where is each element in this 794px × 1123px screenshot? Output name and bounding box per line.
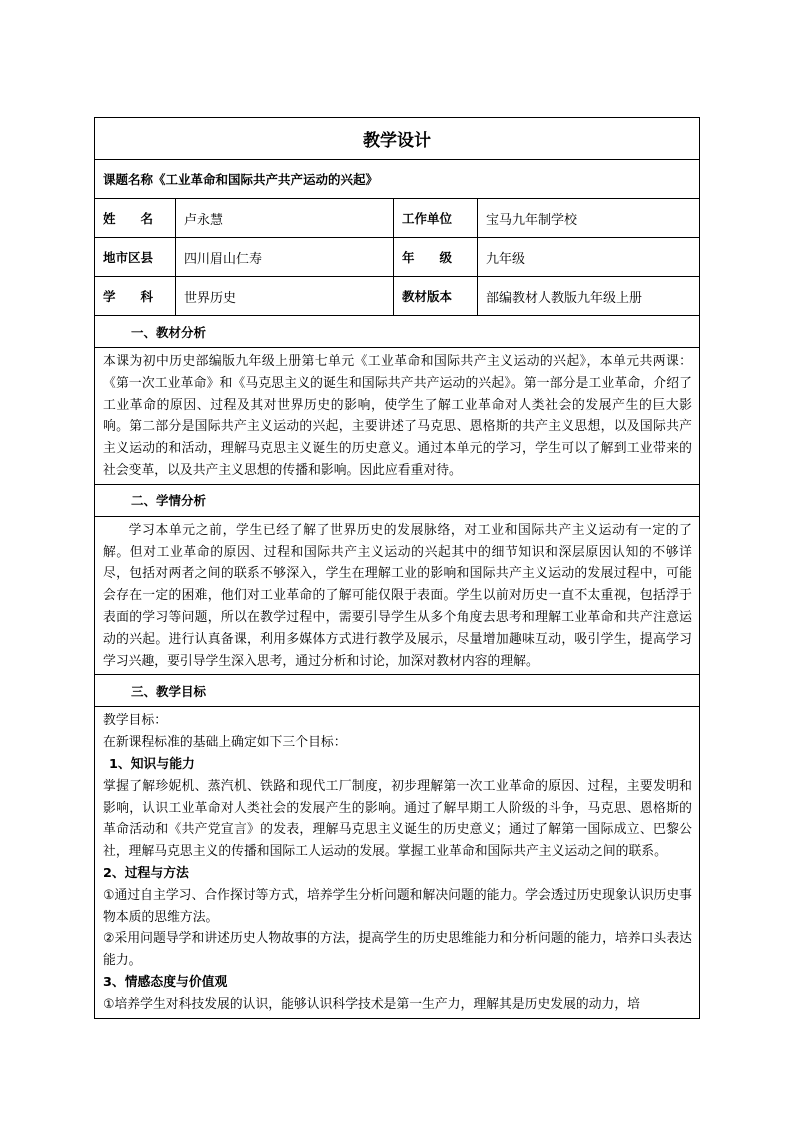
objective-3-text: ①培养学生对科技发展的认识，能够认识科学技术是第一生产力，理解其是历史发展的动力，培 bbox=[103, 996, 640, 1012]
value-textbook: 部编教材人教版九年级上册 bbox=[477, 277, 699, 315]
info-row-subject bbox=[95, 277, 699, 316]
value-region: 四川眉山仁寿 bbox=[175, 238, 393, 276]
label-workplace: 工作单位 bbox=[393, 199, 477, 237]
section-2-heading: 二、学情分析 bbox=[95, 485, 699, 517]
value-subject: 世界历史 bbox=[175, 277, 393, 315]
section-3-body bbox=[95, 707, 699, 1017]
info-row-name bbox=[95, 199, 699, 238]
objectives-basis: 在新课程标准的基础上确定如下三个目标： bbox=[103, 735, 347, 751]
course-label: 课题名称 bbox=[103, 172, 154, 187]
course-name: 《工业革命和国际共产共产运动的兴起》 bbox=[153, 172, 379, 187]
section-1-text: 本课为初中历史部编版九年级上册第七单元《工业革命和国际共产主义运动的兴起》，本单元共两课：《第一次工业革命》和《马克思主义的诞生和国际共产共产运动的兴起》。第一部分是工业革命，介绍了工业革命的原因、过程及其对世界历史的影响，使学生了解工业革命对人类社会的发展产生的巨大影响。第二部分是国际共产主义运动的兴起，主要讲述了马克思、恩格斯的共产主义思想，以及国际共产主义运动的和活动，理解马克思主义诞生的历史意义。通过本单元的学习，学生可以了解到工业带来的社会变革，以及共产主义思想的传播和影响。因此应看重对待。 bbox=[103, 354, 692, 478]
objective-2-text-b: ②采用问题导学和讲述历史人物故事的方法，提高学生的历史思维能力和分析问题的能力，培养口头表达能力。 bbox=[103, 931, 692, 969]
course-row bbox=[95, 160, 699, 199]
label-grade: 年 级 bbox=[393, 238, 477, 276]
value-grade: 九年级 bbox=[477, 238, 699, 276]
objective-1-text: 掌握了解珍妮机、蒸汽机、铁路和现代工厂制度，初步理解第一次工业革命的原因、过程，主要发明和影响，认识工业革命对人类社会的发展产生的影响。通过了解早期工人阶级的斗争，马克思、恩格斯的革命活动和《共产党宣言》的发表，理解马克思主义诞生的历史意义；通过了解第一国际成立、巴黎公社，理解马克思主义的传播和国际工人运动的发展。掌握工业革命和国际共产主义运动之间的联系。 bbox=[103, 778, 692, 860]
section-1-heading: 一、教材分析 bbox=[95, 316, 699, 348]
label-textbook: 教材版本 bbox=[393, 277, 477, 315]
objectives-intro: 教学目标： bbox=[103, 713, 168, 729]
section-2-text: 学习本单元之前，学生已经了解了世界历史的发展脉络，对工业和国际共产主义运动有一定的了解。但对工业革命的原因、过程和国际共产主义运动的兴起其中的细节知识和深层原因认知的不够详尽，包括对两者之间的联系不够深入，学生在理解工业的影响和国际共产主义运动的发展过程中，可能会存在一定的困难，他们对工业革命的了解可能仅限于表面。学生以前对历史一直不太重视，包括浮于表面的学习等问题，所以在教学过程中，需要引导学生从多个角度去思考和理解工业革命和共产注意运动的兴起。进行认真备课，利用多媒体方式进行教学及展示，尽量增加趣味互动，吸引学生，提高学习学习兴趣，要引导学生深入思考，通过分析和讨论，加深对教材内容的理解。 bbox=[103, 522, 692, 669]
value-workplace: 宝马九年制学校 bbox=[477, 199, 699, 237]
label-region: 地市区县 bbox=[103, 250, 154, 265]
objective-2-heading: 2、过程与方法 bbox=[103, 865, 189, 881]
value-name: 卢永慧 bbox=[175, 199, 393, 237]
section-2-body bbox=[95, 517, 699, 676]
section-3-heading: 三、教学目标 bbox=[95, 675, 699, 707]
objective-2-text-a: ①通过自主学习、合作探讨等方式，培养学生分析问题和解决问题的能力。学会透过历史现象认识历史事物本质的思维方法。 bbox=[103, 887, 692, 925]
label-name: 姓 名 bbox=[103, 211, 154, 226]
objective-3-heading: 3、情感态度与价值观 bbox=[103, 974, 228, 990]
objective-1-heading: 1、知识与能力 bbox=[109, 756, 195, 772]
doc-title: 教学设计 bbox=[95, 118, 699, 160]
label-subject: 学 科 bbox=[103, 289, 154, 304]
section-1-body bbox=[95, 348, 699, 485]
lesson-plan-table bbox=[94, 117, 700, 1019]
info-row-region bbox=[95, 238, 699, 277]
